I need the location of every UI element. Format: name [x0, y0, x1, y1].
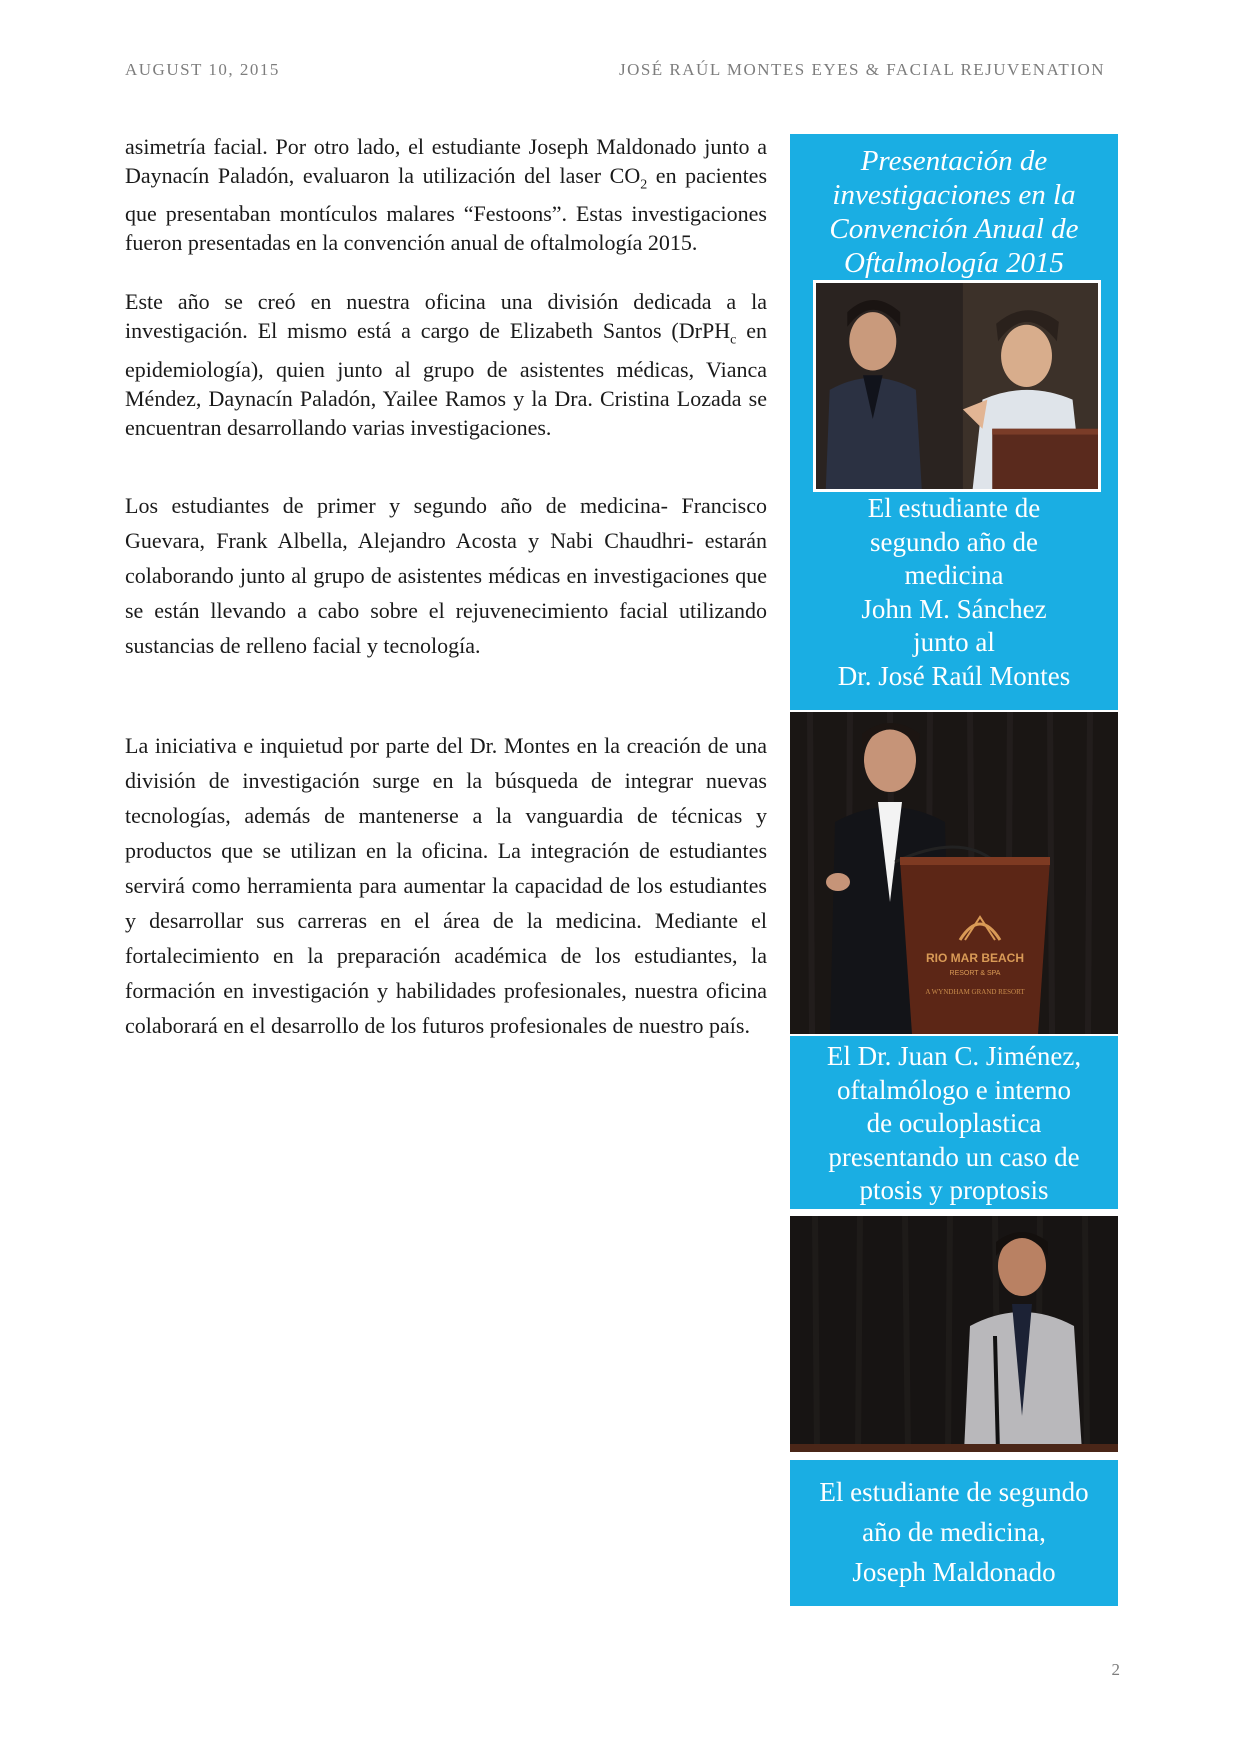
caption-2 [790, 1036, 1118, 1208]
paragraph-3: Los estudiantes de primer y segundo año de medicina- Francisco Guevara, Frank Albella, Alejandro Acosta y Nabi Chaudhri- estarán colaborando junto al grupo de asistentes médicas en investigaciones que se están llevando a cabo sobre el rejuvenecimiento facial utilizando sustancias de relleno facial y tecnología. [125, 492, 767, 658]
caption-3-box [790, 1460, 1118, 1606]
sidebar-title-line: Convención Anual de [829, 213, 1079, 245]
paragraph-4: La iniciativa e inquietud por parte del Dr. Montes en la creación de una división de investigación surge en la búsqueda de integrar nuevas tecnologías, además de mantenerse a la vanguardia de técnicas y productos que se utilizan en la oficina. La integración de estudiantes servirá como herramienta para aumentar la capacidad de los estudiantes y desarrollar sus carreras en el área de la medicina. Mediante el fortalecimiento en la preparación académica de los estudiantes, la formación en investigación y habilidades profesionales, nuestra oficina colaborará en el desarrollo de los futuros profesionales de nuestro país. [125, 732, 767, 1038]
caption-line: El estudiante de [867, 493, 1041, 523]
sidebar-title [790, 134, 1118, 280]
paragraph-2 [125, 287, 767, 441]
sidebar-title-line: Presentación de [860, 145, 1048, 177]
co2-subscript: 2 [640, 177, 648, 193]
photo-1-image [816, 283, 1098, 489]
podium-logo-line-3: A WYNDHAM GRAND RESORT [925, 988, 1025, 996]
header-title: JOSÉ RAÚL MONTES EYES & FACIAL REJUVENATION [618, 60, 1105, 79]
caption-line: presentando un caso de [828, 1141, 1080, 1172]
caption-line: medicina [904, 560, 1004, 590]
caption-1 [790, 492, 1118, 693]
caption-line: de oculoplastica [866, 1108, 1042, 1138]
paragraph-1 [125, 132, 767, 257]
page-number: 2 [1111, 1660, 1120, 1679]
caption-line: oftalmólogo e interno [837, 1074, 1071, 1105]
caption-line: El estudiante de segundo [819, 1477, 1089, 1507]
paragraph-2-text-b: en epidemiología), quien junto al grupo de asistentes médicas, Vianca Méndez, Daynacín Paladón, Yailee Ramos y la Dra. Cristina Lozada se encuentran desarrollando varias investigaciones. [125, 318, 767, 440]
sidebar-title-line: investigaciones en la [832, 179, 1076, 211]
podium-logo-line-2: RESORT & SPA [949, 970, 1001, 977]
caption-2-box [790, 1036, 1118, 1209]
caption-3 [790, 1460, 1118, 1592]
caption-line: El Dr. Juan C. Jiménez, [826, 1041, 1082, 1071]
header-date: AUGUST 10, 2015 [125, 60, 280, 79]
caption-line: ptosis y proptosis [859, 1175, 1049, 1205]
photo-3-image [790, 1216, 1118, 1452]
sidebar-title-line: Oftalmología 2015 [844, 247, 1064, 279]
caption-line: John M. Sánchez [861, 593, 1047, 624]
podium-logo-line-1: RIO MAR BEACH [926, 951, 1024, 965]
caption-line: Dr. José Raúl Montes [837, 660, 1071, 691]
caption-line: año de medicina, [862, 1517, 1046, 1547]
paragraph-1-text-a: asimetría facial. Por otro lado, el estudiante Joseph Maldonado junto a Daynacín Paladón, evaluaron la utilización del laser CO [125, 134, 767, 188]
photo-joseph-maldonado [790, 1216, 1118, 1452]
photo-students-podium [813, 280, 1101, 492]
article-body [125, 132, 767, 1043]
caption-line: Joseph Maldonado [852, 1557, 1056, 1587]
paragraph-2-text-a: Este año se creó en nuestra oficina una división dedicada a la investigación. El mismo está a cargo de Elizabeth Santos (DrPH [125, 289, 767, 344]
caption-line: segundo año de [870, 526, 1038, 557]
paragraph-1-text-b: en pacientes que presentaban montículos malares “Festoons”. Estas investigaciones fueron presentadas en la convención anual de oftalmología 2015. [125, 163, 768, 256]
caption-line: junto al [913, 627, 995, 657]
photo-2-image [790, 712, 1118, 1034]
photo-juan-jimenez [790, 712, 1118, 1034]
drph-subscript: c [730, 332, 737, 348]
